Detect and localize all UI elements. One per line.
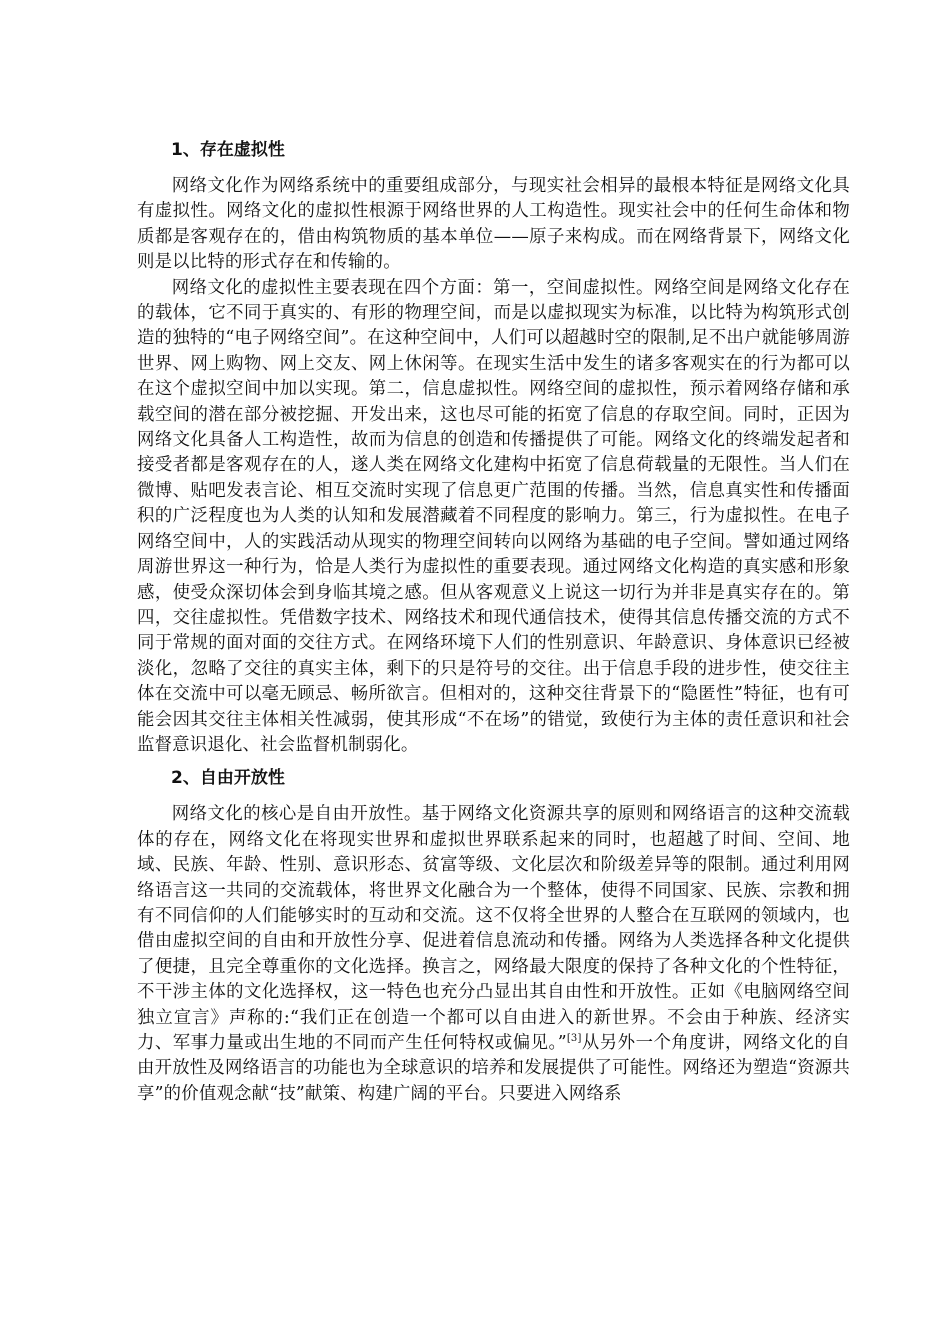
paragraph: 网络文化的虚拟性主要表现在四个方面：第一，空间虚拟性。网络空间是网络文化存在的载体，它不同于真实的、有形的物理空间，而是以虚拟现实为标准，以比特为构筑形式创造的独特的“电子网络空间”。在这种空间中，人们可以超越时空的限制,足不出户就能够周游世界、网上购物、网上交友、网上休闲等。在现实生活中发生的诸多客观实在的行为都可以在这个虚拟空间中加以实现。第二，信息虚拟性。网络空间的虚拟性，预示着网络存储和承载空间的潜在部分被挖掘、开发出来，这也尽可能的拓宽了信息的存取空间。同时，正因为网络文化具备人工构造性，故而为信息的创造和传播提供了可能。网络文化的终端发起者和接受者都是客观存在的人，遂人类在网络文化建构中拓宽了信息荷载量的无限性。当人们在微博、贴吧发表言论、相互交流时实现了信息更广范围的传播。当然，信息真实性和传播面积的广泛程度也为人类的认知和发展潜藏着不同程度的影响力。第三，行为虚拟性。在电子网络空间中，人的实践活动从现实的物理空间转向以网络为基础的电子空间。譬如通过网络周游世界这一种行为，恰是人类行为虚拟性的重要表现。通过网络文化构造的真实感和形象感，使受众深切体会到身临其境之感。但从客观意义上说这一切行为并非是真实存在的。第四，交往虚拟性。凭借数字技术、网络技术和现代通信技术，使得其信息传播交流的方式不同于常规的面对面的交往方式。在网络环境下人们的性别意识、年龄意识、身体意识已经被淡化，忽略了交往的真实主体，剩下的只是符号的交往。出于信息手段的进步性，使交往主体在交流中可以毫无顾忌、畅所欲言。但相对的，这种交往背景下的“隐匿性”特征，也有可能会因其交往主体相关性减弱，使其形成“不在场”的错觉，致使行为主体的责任意识和社会监督意识退化、社会监督机制弱化。 [137,277,850,755]
section-freedom-openness [137,764,850,1107]
paragraph-text: 从另外一个角度讲，网络文化的自由开放性及网络语言的功能也为全球意识的培养和发展提供了可能性。网络还为塑造“资源共享”的价值观念献“技”献策、构建广阔的平台。只要进入网络系 [137,1033,850,1104]
section-heading: 2、自由开放性 [171,768,285,789]
footnote-reference[interactable]: [3] [566,1033,582,1045]
paragraph: 网络文化作为网络系统中的重要组成部分，与现实社会相异的最根本特征是网络文化具有虚拟性。网络文化的虚拟性根源于网络世界的人工构造性。现实社会中的任何生命体和物质都是客观存在的，借由构筑物质的基本单位——原子来构成。而在网络背景下，网络文化则是以比特的形式存在和传输的。 [137,176,850,273]
paragraph [137,802,850,1107]
section-heading: 1、存在虚拟性 [171,140,285,160]
document-page [137,136,850,1107]
paragraph-text: 网络文化的核心是自由开放性。基于网络文化资源共享的原则和网络语言的这种交流载体的存在，网络文化在将现实世界和虚拟世界联系起来的同时，也超越了时间、空间、地域、民族、年龄、性别、意识形态、贫富等级、文化层次和阶级差异等的限制。通过利用网络语言这一共同的交流载体，将世界文化融合为一个整体，使得不同国家、民族、宗教和拥有不同信仰的人们能够实时的互动和交流。这不仅将全世界的人整合在互联网的领域内，也借由虚拟空间的自由和开放性分享、促进着信息流动和传播。网络为人类选择各种文化提供了便捷，且完全尊重你的文化选择。换言之，网络最大限度的保持了各种文化的个性特征，不干涉主体的文化选择权，这一特色也充分凸显出其自由性和开放性。正如《电脑网络空间独立宣言》声称的:“我们正在创造一个都可以自由进入的新世界。不会由于种族、经济实力、军事力量或出生地的不同而产生任何特权或偏见。” [137,804,850,1053]
section-existence-virtuality [137,136,850,758]
